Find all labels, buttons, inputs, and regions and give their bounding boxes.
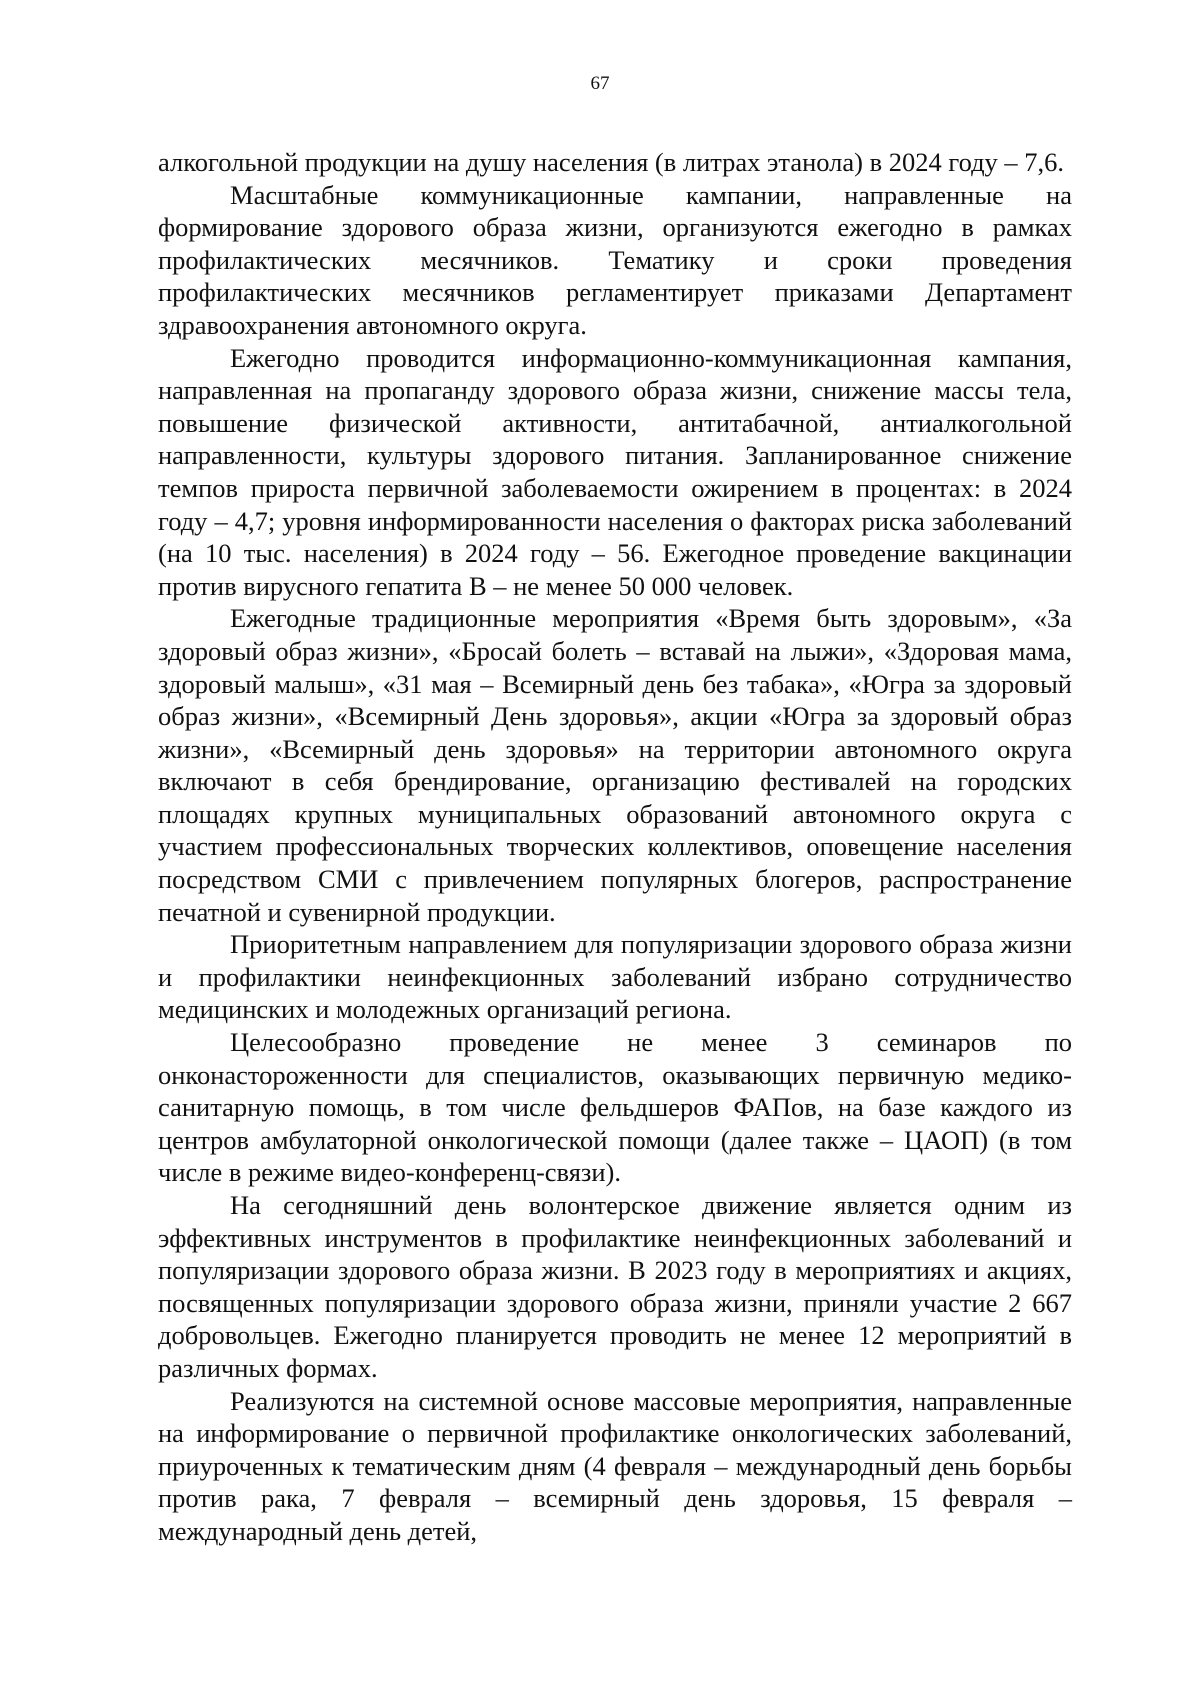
paragraph-oncology-seminars: Целесообразно проведение не менее 3 семинаров по онконастороженности для специалистов, оказывающих первичную медико-санитарную помощь, в том числе фельдшеров ФАПов, на базе каждого из центров амбулаторной онкологической помощи (далее также – ЦАОП) (в том числе в режиме видео-конференц-связи). bbox=[158, 1027, 1072, 1188]
paragraph-volunteer-movement: На сегодняшний день волонтерское движение является одним из эффективных инструментов в профилактике неинфекционных заболеваний и популяризации здорового образа жизни. В 2023 году в мероприятиях и акциях, посвященных популяризации здорового образа жизни, приняли участие 2 667 добровольцев. Ежегодно планируется проводить не менее 12 мероприятий в различных формах. bbox=[158, 1190, 1072, 1383]
page-number: 67 bbox=[590, 73, 610, 94]
paragraph-traditional-events: Ежегодные традиционные мероприятия «Время быть здоровым», «За здоровый образ жизни», «Бросай болеть – вставай на лыжи», «Здоровая мама, здоровый малыш», «31 мая – Всемирный день без табака», «Югра за здоровый образ жизни», «Всемирный День здоровья», акции «Югра за здоровый образ жизни», «Всемирный день здоровья» на территории автономного округа включают в себя брендирование, организацию фестивалей на городских площадях крупных муниципальных образований автономного округа с участием профессиональных творческих коллективов, оповещение населения посредством СМИ с привлечением популярных блогеров, распространение печатной и сувенирной продукции. bbox=[158, 603, 1072, 927]
paragraph-mass-events: Реализуются на системной основе массовые мероприятия, направленные на информирование о первичной профилактике онкологических заболеваний, приуроченных к тематическим дням (4 февраля – международный день борьбы против рака, 7 февраля – всемирный день здоровья, 15 февраля – международный день детей, bbox=[158, 1385, 1072, 1546]
paragraph-alcohol-consumption: алкогольной продукции на душу населения (в литрах этанола) в 2024 году – 7,6. bbox=[158, 147, 1065, 177]
document-body bbox=[158, 146, 1072, 1548]
paragraph-priority-direction: Приоритетным направлением для популяризации здорового образа жизни и профилактики неинфекционных заболеваний избрано сотрудничество медицинских и молодежных организаций региона. bbox=[158, 929, 1072, 1025]
paragraph-communication-campaigns: Масштабные коммуникационные кампании, направленные на формирование здорового образа жизни, организуются ежегодно в рамках профилактических месячников. Тематику и сроки проведения профилактических месячников регламентирует приказами Департамент здравоохранения автономного округа. bbox=[158, 179, 1072, 340]
paragraph-information-campaign: Ежегодно проводится информационно-коммуникационная кампания, направленная на пропаганду здорового образа жизни, снижение массы тела, повышение физической активности, антитабачной, антиалкогольной направленности, культуры здорового питания. Запланированное снижение темпов прироста первичной заболеваемости ожирением в процентах: в 2024 году – 4,7; уровня информированности населения о факторах риска заболеваний (на 10 тыс. населения) в 2024 году – 56. Ежегодное проведение вакцинации против вирусного гепатита В – не менее 50 000 человек. bbox=[158, 342, 1072, 601]
